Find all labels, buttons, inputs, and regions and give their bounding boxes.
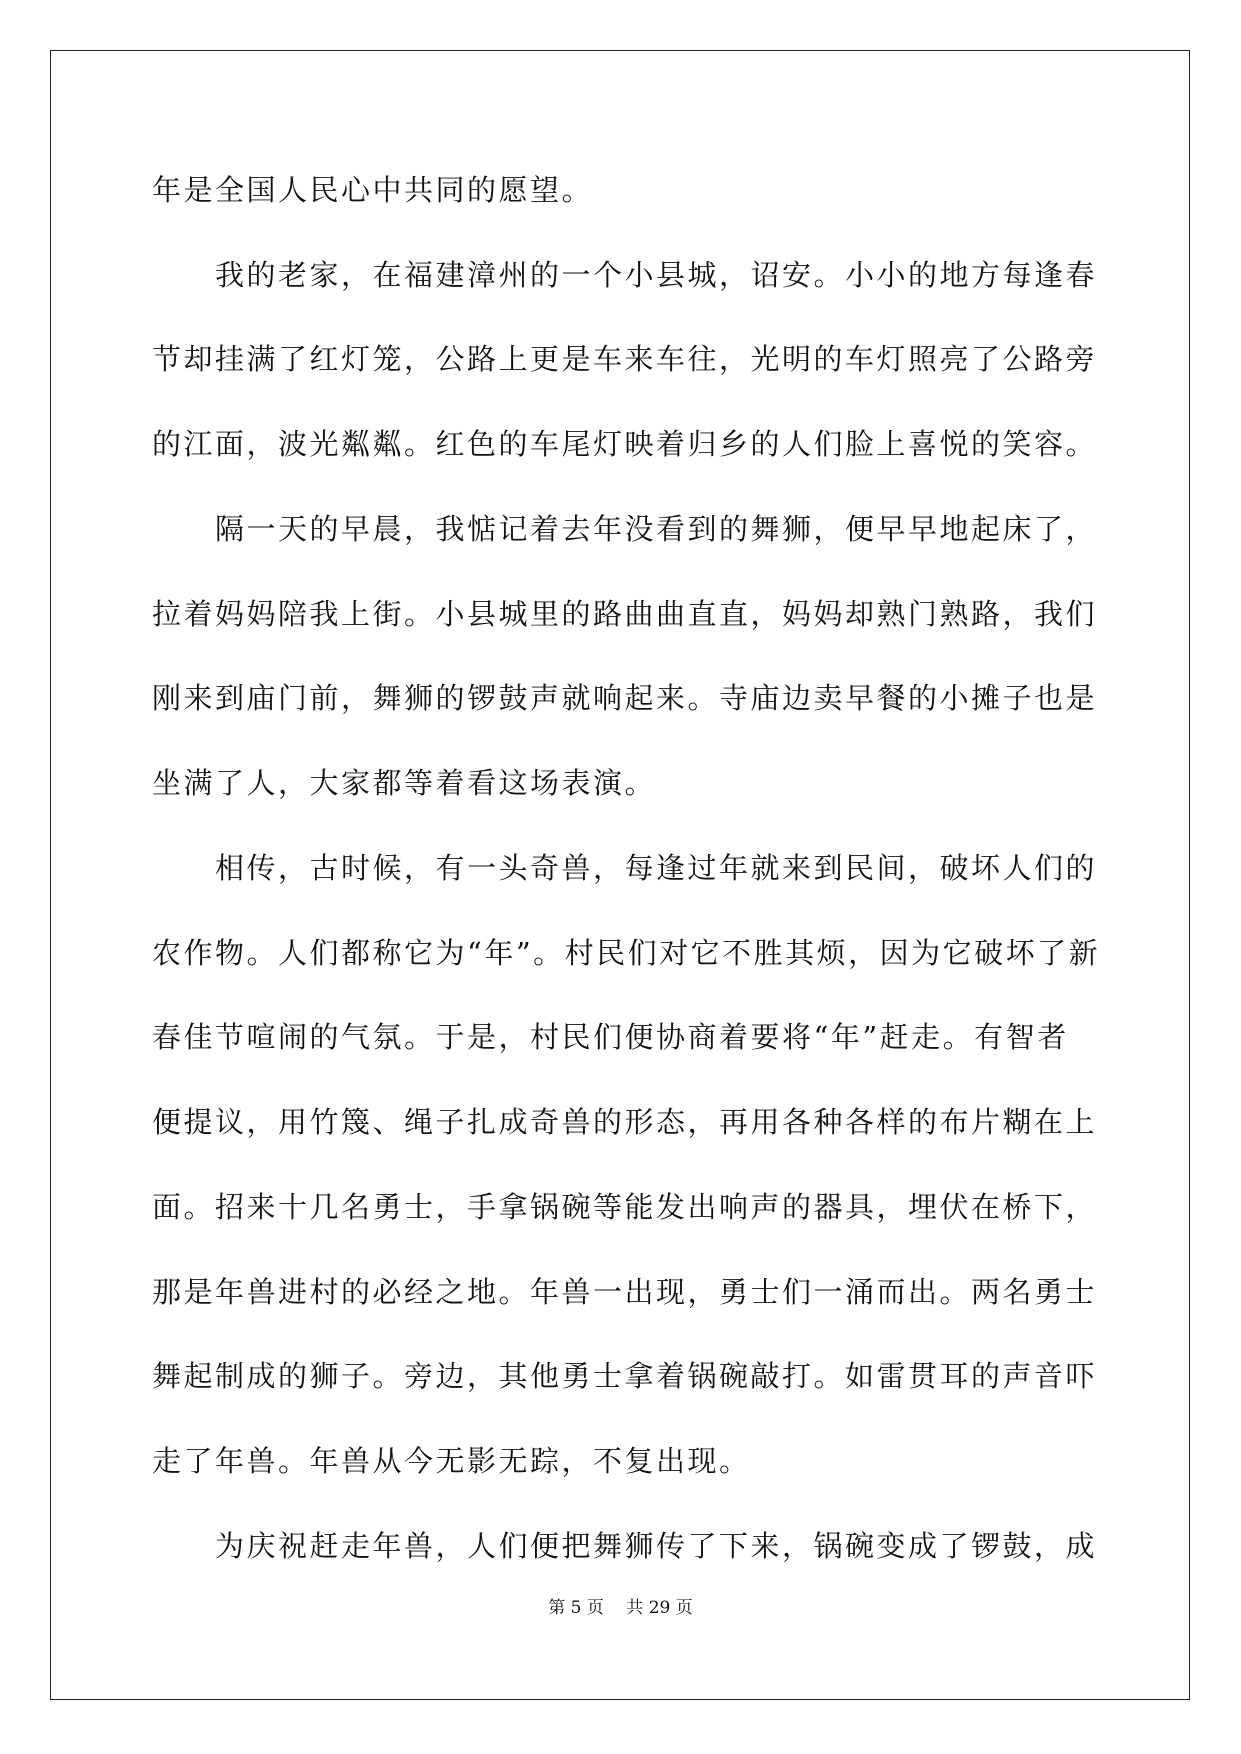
text-line: 便提议，用竹篾、绳子扎成奇兽的形态，再用各种各样的布片糊在上	[152, 1105, 1098, 1139]
text-line: 的江面，波光粼粼。红色的车尾灯映着归乡的人们脸上喜悦的笑容。	[152, 427, 1098, 461]
text-line: 拉着妈妈陪我上街。小县城里的路曲曲直直，妈妈却熟门熟路，我们	[152, 597, 1098, 631]
text-line: 隔一天的早晨，我惦记着去年没看到的舞狮，便早早地起床了，	[152, 512, 1098, 546]
text-line: 面。招来十几名勇士，手拿锅碗等能发出响声的器具，埋伏在桥下，	[152, 1190, 1098, 1224]
text-line: 舞起制成的狮子。旁边，其他勇士拿着锅碗敲打。如雷贯耳的声音吓	[152, 1359, 1098, 1393]
text-line: 那是年兽进村的必经之地。年兽一出现，勇士们一涌而出。两名勇士	[152, 1275, 1098, 1309]
page-number-footer: 第 5 页 共 29 页	[548, 1598, 693, 1618]
text-line: 刚来到庙门前，舞狮的锣鼓声就响起来。寺庙边卖早餐的小摊子也是	[152, 681, 1098, 715]
text-line: 年是全国人民心中共同的愿望。	[152, 173, 594, 207]
text-line: 相传，古时候，有一头奇兽，每逢过年就来到民间，破坏人们的	[152, 851, 1098, 885]
text-line: 坐满了人，大家都等着看这场表演。	[152, 766, 657, 800]
text-line: 为庆祝赶走年兽，人们便把舞狮传了下来，锅碗变成了锣鼓，成	[152, 1529, 1098, 1563]
text-line: 春佳节喧闹的气氛。于是，村民们便协商着要将“年”赶走。有智者	[152, 1020, 1069, 1054]
text-line: 我的老家，在福建漳州的一个小县城，诏安。小小的地方每逢春	[152, 258, 1098, 292]
text-line: 走了年兽。年兽从今无影无踪，不复出现。	[152, 1444, 751, 1478]
text-line: 农作物。人们都称它为“年”。村民们对它不胜其烦，因为它破坏了新	[152, 936, 1101, 970]
text-line: 节却挂满了红灯笼，公路上更是车来车往，光明的车灯照亮了公路旁	[152, 342, 1098, 376]
